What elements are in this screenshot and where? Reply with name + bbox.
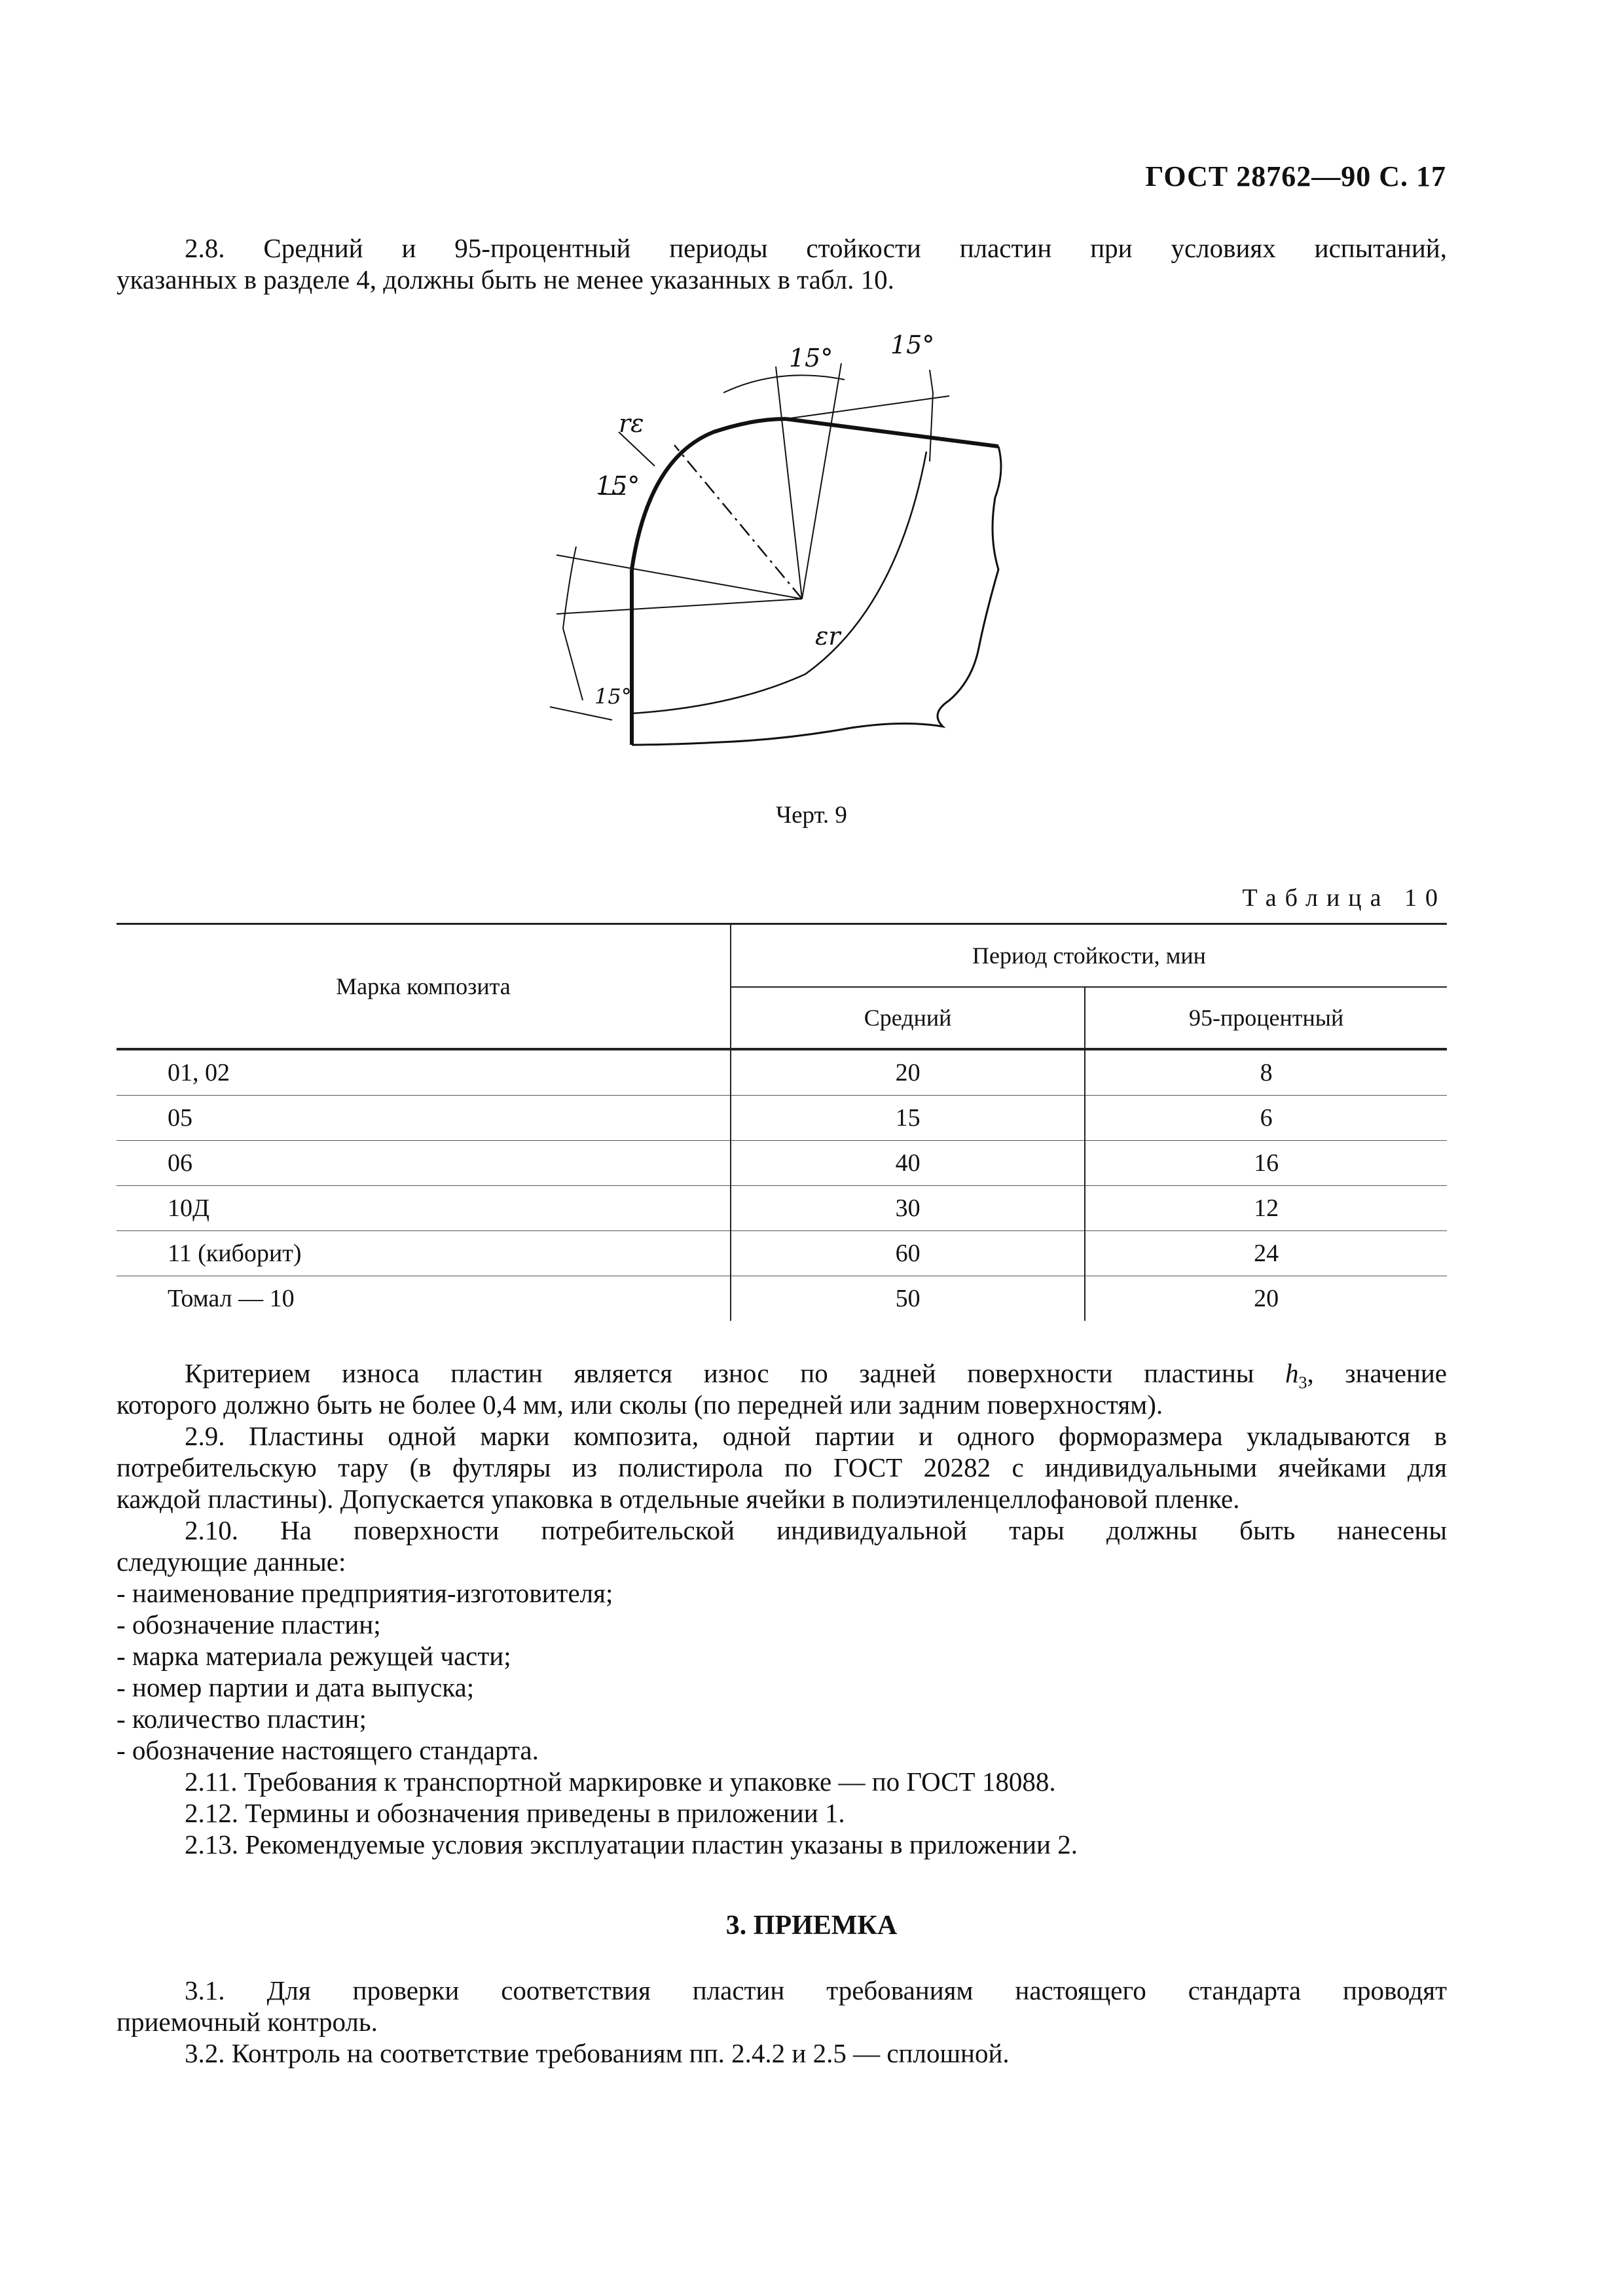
table-row <box>117 1049 1447 1096</box>
list-item: - обозначение настоящего стандарта. <box>117 1735 539 1765</box>
col-brand: Марка композита <box>117 924 731 1050</box>
para-2-9-line3: каждой пластины). Допускается упаковка в отдельные ячейки в полиэтиленцеллофановой пленке. <box>117 1484 1240 1514</box>
cell-mean: 20 <box>731 1049 1085 1096</box>
cell-95: 6 <box>1085 1096 1447 1141</box>
cell-mean: 40 <box>731 1141 1085 1186</box>
para-3-1-line2: приемочный контроль. <box>117 2007 378 2037</box>
epsilon-arc <box>632 452 926 713</box>
para-2-8-line1: 2.8. Средний и 95-процентный периоды стойкости пластин при условиях испытаний, <box>185 233 1447 263</box>
wear-criterion-line1: Критерием износа пластин является износ по задней поверхности пластины $h_3$, значение <box>185 1358 1447 1393</box>
ray-4 <box>802 363 841 599</box>
cell-mean: 60 <box>731 1231 1085 1276</box>
table-label: Таблица 10 <box>1242 884 1446 912</box>
cell-mean: 30 <box>731 1186 1085 1231</box>
list-item: - наименование предприятия-изготовителя; <box>117 1578 613 1608</box>
cell-brand: 10Д <box>117 1186 731 1231</box>
table-row <box>117 1141 1447 1186</box>
cell-95: 16 <box>1085 1141 1447 1186</box>
col-mean: Средний <box>731 987 1085 1049</box>
figure-caption: Черт. 9 <box>776 802 847 829</box>
para-2-11: 2.11. Требования к транспортной маркировке и упаковке — по ГОСТ 18088. <box>185 1767 1056 1797</box>
list-item: - количество пластин; <box>117 1704 367 1734</box>
cell-95: 20 <box>1085 1276 1447 1321</box>
label-angle-top: 15° <box>789 344 833 372</box>
leader-15-bottom <box>550 707 612 720</box>
para-2-9-line1: 2.9. Пластины одной марки композита, одной партии и одного форморазмера укладываются в <box>185 1421 1447 1451</box>
arc-15-left <box>563 547 583 700</box>
section-3-title: 3. ПРИЕМКА <box>725 1910 898 1941</box>
cutting-insert-drawing <box>511 314 1048 772</box>
para-2-12: 2.12. Термины и обозначения приведены в приложении 1. <box>185 1798 845 1828</box>
center-dashdot <box>674 445 802 599</box>
broken-edge-right <box>632 446 1001 745</box>
para-2-13: 2.13. Рекомендуемые условия эксплуатации пластин указаны в приложении 2. <box>185 1829 1078 1859</box>
list-item: - номер партии и дата выпуска; <box>117 1672 475 1702</box>
arc-15-right <box>930 370 933 461</box>
cell-brand: 05 <box>117 1096 731 1141</box>
table-row <box>117 1186 1447 1231</box>
label-angle-bottom: 15° <box>594 684 632 709</box>
para-2-9-line2: потребительскую тару (в футляры из полистирола по ГОСТ 20282 с индивидуальными ячейками для <box>117 1452 1447 1482</box>
label-angle-right: 15° <box>890 331 935 359</box>
ray-2 <box>556 599 802 614</box>
insert-corner-arc <box>632 419 786 569</box>
ray-1 <box>556 555 802 599</box>
col-period: Период стойкости, мин <box>731 924 1447 988</box>
para-2-10-line1: 2.10. На поверхности потребительской индивидуальной тары должны быть нанесены <box>185 1515 1447 1545</box>
cell-brand: 06 <box>117 1141 731 1186</box>
page-header: ГОСТ 28762—90 С. 17 <box>1145 160 1446 192</box>
wear-criterion-line2: которого должно быть не более 0,4 мм, или сколы (по передней или задним поверхностям). <box>117 1390 1163 1420</box>
table-row <box>117 1096 1447 1141</box>
label-radius: rε <box>619 409 644 438</box>
col-95: 95-процентный <box>1085 987 1447 1049</box>
h-subscript: 3 <box>1298 1373 1307 1393</box>
ray-5 <box>786 396 949 419</box>
cell-95: 12 <box>1085 1186 1447 1231</box>
cell-95: 24 <box>1085 1231 1447 1276</box>
para-2-8-line2: указанных в разделе 4, должны быть не менее указанных в табл. 10. <box>117 264 894 295</box>
insert-edge-top <box>786 419 998 446</box>
list-item: - марка материала режущей части; <box>117 1641 511 1671</box>
cell-brand: Томал — 10 <box>168 1285 295 1312</box>
cell-mean: 50 <box>731 1276 1085 1321</box>
para-2-10-line2: следующие данные: <box>117 1547 346 1577</box>
wear-period-table <box>117 923 1447 1321</box>
para-3-2: 3.2. Контроль на соответствие требованиям пп. 2.4.2 и 2.5 — сплошной. <box>185 2038 1010 2068</box>
cell-95: 8 <box>1085 1049 1447 1096</box>
arc-15-top <box>723 375 845 393</box>
cell-brand: 11 (киборит) <box>117 1231 731 1276</box>
para-3-1-line1: 3.1. Для проверки соответствия пластин требованиям настоящего стандарта проводят <box>185 1975 1447 2005</box>
cell-brand: 01, 02 <box>117 1049 731 1096</box>
table-row <box>117 1231 1447 1276</box>
table-row <box>117 1276 1447 1321</box>
list-item: - обозначение пластин; <box>117 1609 381 1640</box>
label-angle-left: 15° <box>596 471 640 500</box>
ray-3 <box>776 367 802 599</box>
h-symbol: h <box>1285 1358 1299 1388</box>
label-epsilon: εr <box>815 622 841 651</box>
cell-mean: 15 <box>731 1096 1085 1141</box>
